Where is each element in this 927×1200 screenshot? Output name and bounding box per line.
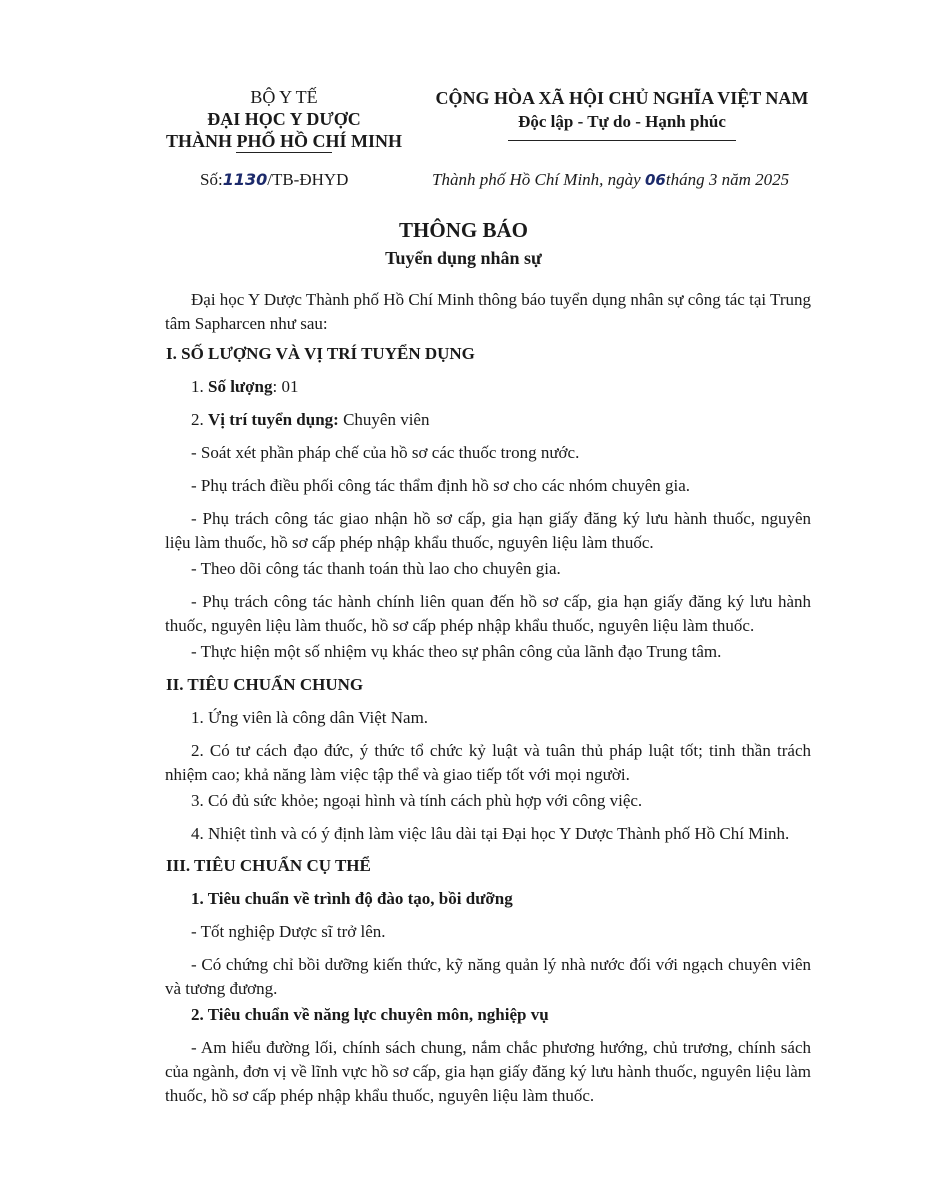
date-suffix: tháng 3 năm 2025 bbox=[665, 170, 790, 189]
criteria-item: 2. Có tư cách đạo đức, ý thức tổ chức kỷ luật và tuân thủ pháp luật tốt; tinh thần trách nhiệm cao; khả năng làm việc tập thể và giao tiếp tốt với mọi người. bbox=[165, 741, 811, 784]
duty-item: - Phụ trách công tác hành chính liên quan đến hồ sơ cấp, gia hạn giấy đăng ký lưu hành thuốc, nguyên liệu làm thuốc, hồ sơ cấp phép nhập khẩu thuốc, nguyên liệu làm thuốc. bbox=[165, 592, 811, 635]
quantity-line bbox=[165, 375, 811, 399]
header-underline-left bbox=[236, 152, 332, 153]
duty-item: - Theo dõi công tác thanh toán thù lao cho chuyên gia. bbox=[191, 559, 561, 578]
section3-heading: III. TIÊU CHUẨN CỤ THỂ bbox=[166, 856, 371, 875]
position-value: Chuyên viên bbox=[338, 410, 430, 429]
issuer-header bbox=[150, 86, 418, 153]
doc-number-suffix: /TB-ĐHYD bbox=[267, 170, 349, 189]
section1-heading: I. SỐ LƯỢNG VÀ VỊ TRÍ TUYỂN DỤNG bbox=[166, 344, 475, 363]
criteria-item: 3. Có đủ sức khỏe; ngoại hình và tính cách phù hợp với công việc. bbox=[191, 791, 643, 810]
quantity-value: : 01 bbox=[272, 377, 299, 396]
date-prefix: Thành phố Hồ Chí Minh, ngày bbox=[432, 170, 645, 189]
duty-item: - Soát xét phần pháp chế của hồ sơ các thuốc trong nước. bbox=[191, 443, 580, 462]
doc-number-handwritten: 1130 bbox=[222, 170, 268, 189]
university-name-line1: ĐẠI HỌC Y DƯỢC bbox=[207, 109, 361, 129]
document-number bbox=[200, 170, 348, 190]
date-day-handwritten: 06 bbox=[644, 171, 666, 189]
university-name-line2: THÀNH PHỐ HỒ CHÍ MINH bbox=[165, 131, 402, 151]
national-header bbox=[418, 86, 826, 141]
section2-heading: II. TIÊU CHUẨN CHUNG bbox=[166, 675, 364, 694]
header-underline-right bbox=[508, 140, 736, 141]
qualification-item: - Tốt nghiệp Dược sĩ trở lên. bbox=[191, 922, 386, 941]
position-label: Vị trí tuyển dụng: bbox=[208, 410, 339, 429]
section3-sub2-heading: 2. Tiêu chuẩn về năng lực chuyên môn, nghiệp vụ bbox=[191, 1005, 549, 1024]
position-line bbox=[165, 408, 811, 432]
criteria-item: 4. Nhiệt tình và có ý định làm việc lâu dài tại Đại học Y Dược Thành phố Hồ Chí Minh. bbox=[191, 824, 790, 843]
national-motto: Độc lập - Tự do - Hạnh phúc bbox=[518, 112, 726, 131]
position-number: 2. bbox=[191, 410, 208, 429]
criteria-item: 1. Ứng viên là công dân Việt Nam. bbox=[191, 708, 429, 727]
section3-sub1-heading: 1. Tiêu chuẩn về trình độ đào tạo, bồi dưỡng bbox=[191, 889, 513, 908]
country-name: CỘNG HÒA XÃ HỘI CHỦ NGHĨA VIỆT NAM bbox=[435, 88, 809, 108]
competency-item: - Am hiểu đường lối, chính sách chung, nắm chắc phương hướng, chủ trương, chính sách của ngành, đơn vị về lĩnh vực hồ sơ cấp, gia hạn giấy đăng ký lưu hành thuốc, nguyên liệu làm thuốc, hồ sơ cấp phép nhập khẩu thuốc, nguyên liệu làm thuốc. bbox=[165, 1038, 811, 1105]
intro-paragraph: Đại học Y Dược Thành phố Hồ Chí Minh thông báo tuyển dụng nhân sự công tác tại Trung tâm Sapharcen như sau: bbox=[165, 290, 811, 333]
date-line bbox=[432, 170, 789, 190]
ministry-name: BỘ Y TẾ bbox=[250, 87, 318, 107]
doc-number-prefix: Số: bbox=[200, 170, 223, 189]
duty-item: - Phụ trách điều phối công tác thẩm định hồ sơ cho các nhóm chuyên gia. bbox=[191, 476, 691, 495]
duty-item: - Thực hiện một số nhiệm vụ khác theo sự phân công của lãnh đạo Trung tâm. bbox=[191, 642, 722, 661]
duty-item: - Phụ trách công tác giao nhận hồ sơ cấp, gia hạn giấy đăng ký lưu hành thuốc, nguyên liệu làm thuốc, hồ sơ cấp phép nhập khẩu thuốc, nguyên liệu làm thuốc. bbox=[165, 509, 811, 552]
qualification-item: - Có chứng chỉ bồi dưỡng kiến thức, kỹ năng quản lý nhà nước đối với ngạch chuyên viên và tương đương. bbox=[165, 955, 811, 998]
quantity-label: Số lượng bbox=[208, 377, 273, 396]
document-title: THÔNG BÁO bbox=[399, 218, 528, 242]
document-subtitle: Tuyển dụng nhân sự bbox=[385, 248, 542, 268]
quantity-number: 1. bbox=[191, 377, 208, 396]
